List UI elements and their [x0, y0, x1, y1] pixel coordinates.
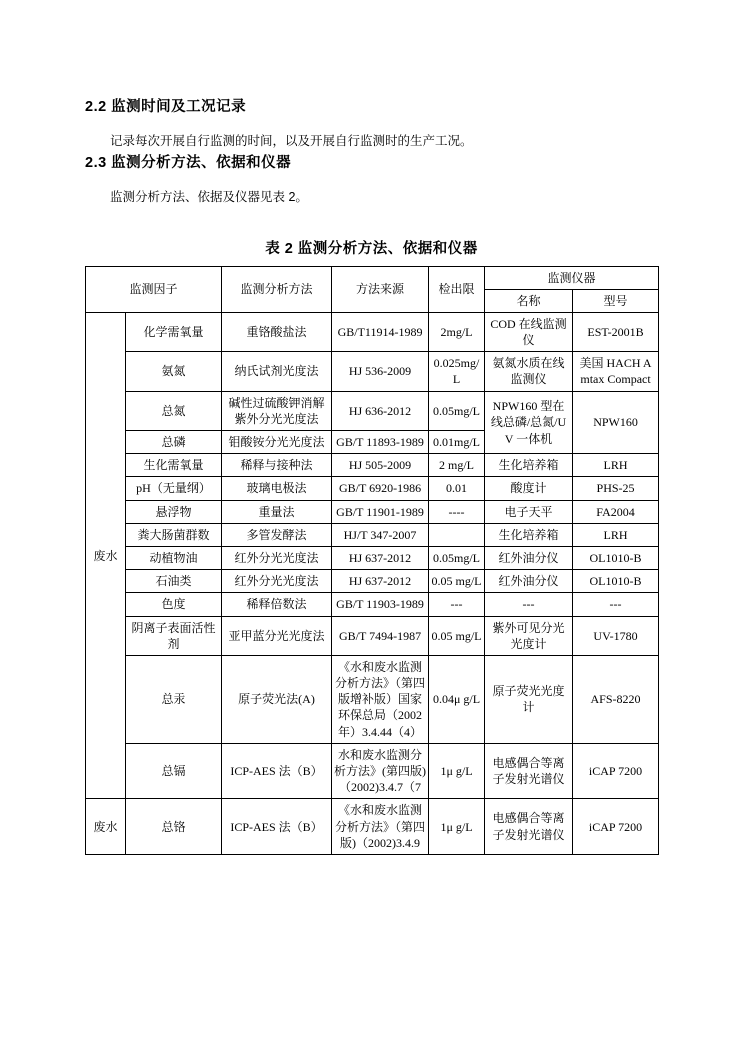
cell-method: 纳氏试剂光度法	[222, 352, 332, 391]
cell-source: GB/T 6920-1986	[332, 477, 429, 500]
cell-instrument-model: FA2004	[573, 500, 659, 523]
cell-limit: 0.01mg/L	[429, 431, 485, 454]
cell-limit: 0.04μ g/L	[429, 655, 485, 743]
cell-instrument-model: AFS-8220	[573, 655, 659, 743]
table-row	[86, 743, 659, 799]
cell-instrument-name: COD 在线监测仪	[485, 312, 573, 351]
cell-instrument-name: 电子天平	[485, 500, 573, 523]
cell-instrument-name: 酸度计	[485, 477, 573, 500]
cell-factor: pH（无量纲）	[126, 477, 222, 500]
page-content	[85, 95, 658, 855]
cell-method: 原子荧光法(A)	[222, 655, 332, 743]
cell-method: ICP-AES 法（B）	[222, 743, 332, 799]
cell-limit: 0.05mg/L	[429, 391, 485, 430]
cell-source: 水和废水监测分析方法》(第四版)（2002)3.4.7（7	[332, 743, 429, 799]
cell-instrument-model: LRH	[573, 523, 659, 546]
cell-instrument-name: 红外油分仪	[485, 570, 573, 593]
cell-method: 重量法	[222, 500, 332, 523]
cell-limit: 0.01	[429, 477, 485, 500]
cell-method: 亚甲蓝分光光度法	[222, 616, 332, 655]
cell-instrument-model: iCAP 7200	[573, 799, 659, 855]
cell-method: 稀释倍数法	[222, 593, 332, 616]
cell-method: 稀释与接种法	[222, 454, 332, 477]
cell-factor: 色度	[126, 593, 222, 616]
cell-source: 《水和废水监测分析方法》（第四版增补版）国家环保总局（2002年）3.4.44（4）	[332, 655, 429, 743]
cell-limit: 0.05 mg/L	[429, 570, 485, 593]
cell-instrument-model: OL1010-B	[573, 570, 659, 593]
cell-method: 钼酸铵分光光度法	[222, 431, 332, 454]
cell-factor: 总镉	[126, 743, 222, 799]
cell-factor: 总氮	[126, 391, 222, 430]
section-paragraph-2-2: 记录每次开展自行监测的时间，以及开展自行监测时的生产工况。	[110, 134, 473, 148]
cell-limit: 2 mg/L	[429, 454, 485, 477]
header-source: 方法来源	[332, 266, 429, 312]
table-row	[86, 500, 659, 523]
cell-method: 碱性过硫酸钾消解紫外分光光度法	[222, 391, 332, 430]
section-paragraph-2-3: 监测分析方法、依据及仪器见表 2。	[110, 189, 308, 204]
cell-source: GB/T11914-1989	[332, 312, 429, 351]
group-label-wastewater-1: 废水	[86, 312, 126, 799]
cell-instrument-model: ---	[573, 593, 659, 616]
cell-method: 红外分光光度法	[222, 546, 332, 569]
table-row	[86, 477, 659, 500]
cell-instrument-model: EST-2001B	[573, 312, 659, 351]
header-instrument-model: 型号	[573, 289, 659, 312]
cell-instrument-name: 电感偶合等离子发射光谱仪	[485, 743, 573, 799]
cell-source: GB/T 11903-1989	[332, 593, 429, 616]
table-row	[86, 799, 659, 855]
cell-factor: 总汞	[126, 655, 222, 743]
header-instrument-group: 监测仪器	[485, 266, 659, 289]
cell-instrument-model: 美国 HACH Amtax Compact	[573, 352, 659, 391]
cell-method: 重铬酸盐法	[222, 312, 332, 351]
cell-source: GB/T 11893-1989	[332, 431, 429, 454]
table-row	[86, 391, 659, 430]
header-instrument-name: 名称	[485, 289, 573, 312]
cell-limit	[429, 523, 485, 546]
cell-method: 红外分光光度法	[222, 570, 332, 593]
table-row	[86, 593, 659, 616]
table-row	[86, 546, 659, 569]
cell-instrument-model: LRH	[573, 454, 659, 477]
cell-limit: 0.05mg/L	[429, 546, 485, 569]
cell-source: 《水和废水监测分析方法》（第四版)（2002)3.4.9	[332, 799, 429, 855]
cell-source: GB/T 11901-1989	[332, 500, 429, 523]
cell-source: HJ 637-2012	[332, 570, 429, 593]
cell-source: GB/T 7494-1987	[332, 616, 429, 655]
header-method: 监测分析方法	[222, 266, 332, 312]
table-row	[86, 655, 659, 743]
cell-instrument-model: OL1010-B	[573, 546, 659, 569]
monitoring-methods-table	[85, 266, 659, 855]
section-heading-2-2: 2.2 监测时间及工况记录	[85, 99, 247, 115]
cell-instrument-name: 红外油分仪	[485, 546, 573, 569]
cell-factor: 动植物油	[126, 546, 222, 569]
cell-factor: 粪大肠菌群数	[126, 523, 222, 546]
cell-instrument-name: ---	[485, 593, 573, 616]
table-row	[86, 312, 659, 351]
cell-method: 多管发酵法	[222, 523, 332, 546]
cell-source: HJ 536-2009	[332, 352, 429, 391]
cell-limit: 2mg/L	[429, 312, 485, 351]
cell-instrument-model: NPW160	[573, 391, 659, 454]
cell-instrument-model: iCAP 7200	[573, 743, 659, 799]
cell-factor: 总铬	[126, 799, 222, 855]
cell-instrument-name: 电感偶合等离子发射光谱仪	[485, 799, 573, 855]
table-row	[86, 352, 659, 391]
cell-factor: 生化需氧量	[126, 454, 222, 477]
header-limit: 检出限	[429, 266, 485, 312]
cell-limit: ---	[429, 593, 485, 616]
cell-limit: 1μ g/L	[429, 799, 485, 855]
cell-instrument-name: NPW160 型在线总磷/总氮/UV 一体机	[485, 391, 573, 454]
cell-source: HJ 505-2009	[332, 454, 429, 477]
cell-source: HJ 637-2012	[332, 546, 429, 569]
cell-limit: 0.025mg/L	[429, 352, 485, 391]
cell-factor: 悬浮物	[126, 500, 222, 523]
cell-instrument-model: PHS-25	[573, 477, 659, 500]
cell-factor: 氨氮	[126, 352, 222, 391]
cell-instrument-name: 紫外可见分光光度计	[485, 616, 573, 655]
cell-method: 玻璃电极法	[222, 477, 332, 500]
cell-method: ICP-AES 法（B）	[222, 799, 332, 855]
cell-instrument-model: UV-1780	[573, 616, 659, 655]
cell-factor: 石油类	[126, 570, 222, 593]
cell-factor: 总磷	[126, 431, 222, 454]
cell-limit: 1μ g/L	[429, 743, 485, 799]
table-header-row-1	[86, 266, 659, 289]
table-row	[86, 616, 659, 655]
cell-instrument-name: 氨氮水质在线监测仪	[485, 352, 573, 391]
cell-instrument-name: 生化培养箱	[485, 523, 573, 546]
cell-instrument-name: 生化培养箱	[485, 454, 573, 477]
header-factor: 监测因子	[86, 266, 222, 312]
cell-factor: 化学需氧量	[126, 312, 222, 351]
section-heading-2-3: 2.3 监测分析方法、依据和仪器	[85, 154, 292, 171]
cell-limit: 0.05 mg/L	[429, 616, 485, 655]
table-row	[86, 570, 659, 593]
cell-limit: ----	[429, 500, 485, 523]
cell-instrument-name: 原子荧光光度计	[485, 655, 573, 743]
cell-source: HJ 636-2012	[332, 391, 429, 430]
cell-factor: 阴离子表面活性剂	[126, 616, 222, 655]
table-row	[86, 523, 659, 546]
table-title: 表 2 监测分析方法、依据和仪器	[265, 240, 478, 257]
cell-source: HJ/T 347-2007	[332, 523, 429, 546]
table-row	[86, 454, 659, 477]
group-label-wastewater-2: 废水	[86, 799, 126, 855]
